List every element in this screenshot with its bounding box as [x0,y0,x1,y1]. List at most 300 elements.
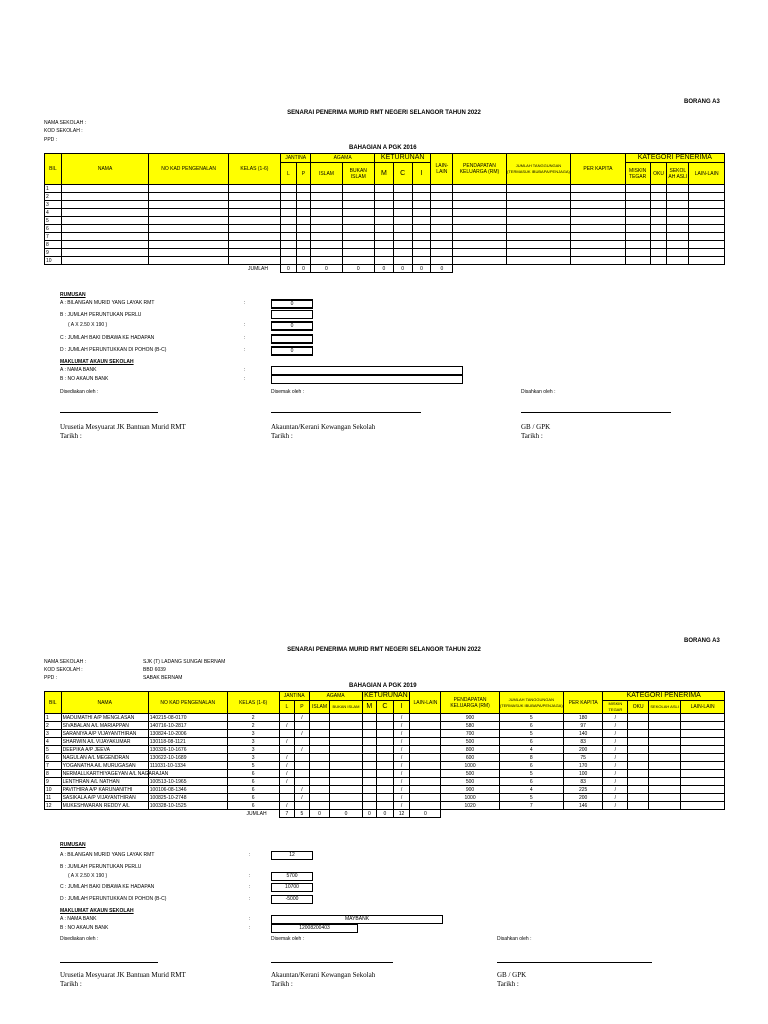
col-nama: NAMA [61,154,149,185]
cell-oku [628,714,649,722]
total-i: 12 [393,810,410,818]
cell-pendapatan [453,185,506,193]
disediakan-label: Disediakan oleh : [60,936,99,942]
col-jantina: JANTINA [279,692,309,701]
cell-nokp: 100513-10-1965 [148,778,227,786]
cell-perkapita: 100 [563,770,602,778]
akaun-title: MAKLUMAT AKAUN SEKOLAH [60,359,134,365]
cell-p: / [295,786,310,794]
cell-pendapatan [453,241,506,249]
cell-bukan-islam [342,185,374,193]
cell-m [362,746,377,754]
cell-nama [61,225,149,233]
col-i: I [412,163,431,185]
col-sekolah-asli: SEKOLAH ASLI [649,701,681,714]
cell-i [412,201,431,209]
cell-nama: NAGULAN A/L MEGENDRAN [61,754,148,762]
disemak-label: Disemak oleh : [271,389,305,395]
cell-l: / [279,722,295,730]
cell-bil: 6 [45,225,62,233]
cell-oku [628,778,649,786]
cell-pendapatan [453,217,506,225]
cell-kelas: 2 [227,722,279,730]
col-bil: BIL [45,154,62,185]
cell-c [393,233,412,241]
table-row [45,185,725,193]
cell-c [377,794,394,802]
cell-perkapita [571,249,625,257]
cell-c [393,241,412,249]
cell-oku [628,754,649,762]
cell-tanggungan: 7 [499,802,563,810]
total-bukan: 0 [342,265,374,273]
cell-bil: 12 [45,802,62,810]
cell-i: / [393,762,410,770]
cell-perkapita: 75 [563,754,602,762]
cell-perkapita: 97 [563,722,602,730]
cell-asli [649,754,681,762]
cell-kat-lain [681,746,725,754]
cell-nokp: 100825-10-2748 [148,794,227,802]
cell-nokp [149,225,228,233]
col-p: P [296,163,311,185]
col-keturunan: KETURUNAN [362,692,410,701]
cell-nama: SHARWIN A/L VIJAYAKUMAR [61,738,148,746]
col-kelas: KELAS (1-6) [227,692,279,714]
cell-oku [628,738,649,746]
cell-bukan-islam [330,778,362,786]
cell-kelas [228,249,280,257]
cell-miskin: / [603,778,628,786]
cell-nokp [149,185,228,193]
cell-nama: DEEPIKA A/P JEEVA [61,746,148,754]
disahkan-label: Disahkan oleh : [497,936,532,942]
cell-miskin: / [603,802,628,810]
col-jantina: JANTINA [281,154,311,163]
cell-l [279,794,295,802]
total-lain: 0 [410,810,441,818]
cell-islam [311,217,342,225]
cell-l [281,225,297,233]
cell-p [296,225,311,233]
cell-pendapatan: 580 [441,722,499,730]
cell-kat-lain [689,225,725,233]
cell-l: / [279,802,295,810]
cell-kelas: 3 [227,746,279,754]
cell-lain [410,786,441,794]
signatory-3: GB / GPK [521,423,551,431]
rumusan-a: A : BILANGAN MURID YANG LAYAK RMT [60,852,155,858]
cell-p: / [295,730,310,738]
rumusan-d: D : JUMLAH PERUNTUKKAN DI POHON (B-C) [60,347,167,353]
cell-kat-lain [689,209,725,217]
cell-nokp [149,249,228,257]
col-c: C [393,163,412,185]
total-spacer [453,265,725,273]
nama-sekolah-label: NAMA SEKOLAH : [44,120,86,126]
cell-nokp: 130326-10-1676 [148,746,227,754]
cell-kelas: 6 [227,770,279,778]
cell-p [296,249,311,257]
cell-nama [61,201,149,209]
cell-islam [309,730,330,738]
cell-kelas: 3 [227,754,279,762]
cell-asli [649,730,681,738]
cell-i [412,185,431,193]
colon: : [244,322,246,328]
cell-nokp [149,217,228,225]
signatory-2: Akauntan/Kerani Kewangan Sekolah [271,971,376,979]
cell-l [279,746,295,754]
cell-tanggungan [506,209,571,217]
cell-tanggungan [506,225,571,233]
colon: : [244,367,246,373]
cell-bukan-islam [330,770,362,778]
cell-l [281,201,297,209]
col-l: L [279,701,295,714]
col-islam: ISLAM [311,163,342,185]
value-a: 12 [271,851,313,860]
cell-pendapatan [453,257,506,265]
cell-perkapita [571,185,625,193]
cell-lain [410,762,441,770]
col-agama: AGAMA [309,692,362,701]
value-blank [271,310,313,319]
signature-line [271,412,421,413]
cell-kelas [228,185,280,193]
cell-c [393,209,412,217]
kod-sekolah-value: BBD 6039 [143,667,166,673]
bank-no-field: 12008200403 [271,924,358,933]
table-row [45,738,725,746]
col-tanggungan: JUMLAH TANGGUNGAN (TERMASUK IBUBAPA/PENJAGA) [499,692,563,714]
cell-perkapita: 146 [563,802,602,810]
col-c: C [377,701,394,714]
signature-line [60,412,158,413]
cell-i: / [393,754,410,762]
cell-p [295,762,310,770]
cell-pendapatan: 800 [441,746,499,754]
value-b: 0 [271,321,313,331]
cell-miskin [625,193,650,201]
cell-pendapatan: 900 [441,786,499,794]
cell-perkapita [571,241,625,249]
ppd-value: SABAK BERNAM [143,675,183,681]
cell-perkapita: 225 [563,786,602,794]
table-row [45,193,725,201]
cell-nama [61,233,149,241]
cell-kelas [228,241,280,249]
cell-p [295,778,310,786]
cell-tanggungan: 6 [499,722,563,730]
cell-islam [309,778,330,786]
cell-asli [649,802,681,810]
col-kategori: KATEGORI PENERIMA [603,692,725,701]
cell-asli [649,794,681,802]
cell-asli [649,714,681,722]
table-row [45,201,725,209]
cell-l: / [279,770,295,778]
cell-i: / [393,794,410,802]
cell-m [374,257,393,265]
cell-c [377,802,394,810]
cell-bil: 4 [45,738,62,746]
col-tanggungan: JUMLAH TANGGUNGAN (TERMASUK IBUBAPA/PENJAGA) [506,154,571,185]
cell-m [374,241,393,249]
cell-kelas: 5 [227,762,279,770]
cell-islam [311,249,342,257]
cell-bil: 10 [45,786,62,794]
cell-perkapita: 83 [563,778,602,786]
cell-l [281,185,297,193]
cell-kat-lain [681,770,725,778]
cell-kat-lain [689,233,725,241]
table-row [45,722,725,730]
cell-oku [628,730,649,738]
cell-lain [410,738,441,746]
cell-bil: 5 [45,217,62,225]
cell-bukan-islam [342,257,374,265]
cell-m [374,217,393,225]
total-p: 5 [295,810,310,818]
cell-l [281,209,297,217]
cell-i: / [393,730,410,738]
signature-line [271,962,393,963]
borang-code: BORANG A3 [684,99,720,105]
cell-l: / [279,754,295,762]
cell-bil: 8 [45,241,62,249]
cell-bukan-islam [342,209,374,217]
cell-kelas [228,217,280,225]
colon: : [244,335,246,341]
cell-islam [309,738,330,746]
cell-nama: MUKESHWARAN REDDY A/L [61,802,148,810]
cell-lain [410,778,441,786]
cell-i: / [393,770,410,778]
cell-nama: SASIKALA A/P VIJAYANTHIRAN [61,794,148,802]
cell-pendapatan: 900 [441,714,499,722]
cell-i: / [393,802,410,810]
colon: : [249,896,251,902]
cell-pendapatan: 500 [441,738,499,746]
cell-miskin [625,249,650,257]
cell-oku [650,225,667,233]
table-row [45,770,725,778]
cell-asli [649,738,681,746]
cell-pendapatan [453,201,506,209]
cell-i [412,233,431,241]
total-p: 0 [296,265,311,273]
cell-nama: PAVITHIRA A/P KARUNANITHI [61,786,148,794]
cell-l [281,217,297,225]
cell-c [377,786,394,794]
cell-islam [309,722,330,730]
total-c: 0 [377,810,394,818]
disahkan-label: Disahkan oleh : [521,389,556,395]
form-title: SENARAI PENERIMA MURID RMT NEGERI SELANGOR TAHUN 2022 [287,110,481,116]
cell-lain [410,730,441,738]
cell-bil: 11 [45,794,62,802]
signature-line [521,412,671,413]
total-row [45,265,725,273]
cell-perkapita [571,193,625,201]
cell-miskin [625,185,650,193]
akaun-no-label: B : NO AKAUN BANK [60,925,109,931]
cell-kelas [228,225,280,233]
rumusan-d: D : JUMLAH PERUNTUKKAN DI POHON (B-C) [60,896,167,902]
cell-bukan-islam [342,217,374,225]
cell-i: / [393,778,410,786]
akaun-bank-label: A : NAMA BANK [60,916,97,922]
cell-p [295,738,310,746]
table-row [45,241,725,249]
cell-l [281,233,297,241]
cell-perkapita: 200 [563,794,602,802]
cell-lain [431,209,453,217]
cell-bil: 9 [45,249,62,257]
cell-lain [431,241,453,249]
cell-bukan-islam [342,249,374,257]
cell-c [377,746,394,754]
cell-nokp [149,201,228,209]
cell-tanggungan [506,193,571,201]
colon: : [249,873,251,879]
cell-bil: 1 [45,714,62,722]
cell-perkapita: 83 [563,738,602,746]
cell-kelas: 2 [227,714,279,722]
table-row [45,233,725,241]
cell-kelas: 6 [227,802,279,810]
cell-nokp [149,209,228,217]
cell-bil: 7 [45,762,62,770]
cell-nama: SARANIYA A/P VIJAYANTHIRAN [61,730,148,738]
value-b: 5700 [271,872,313,881]
cell-nokp [149,193,228,201]
cell-bukan-islam [330,762,362,770]
cell-islam [309,762,330,770]
cell-tanggungan [506,201,571,209]
cell-p [296,209,311,217]
col-nokp: NO KAD PENGENALAN [148,692,227,714]
cell-kelas: 3 [227,730,279,738]
cell-islam [311,209,342,217]
cell-tanggungan [506,217,571,225]
rumusan-b: B : JUMLAH PERUNTUKAN PERLU [60,864,142,870]
cell-perkapita [571,217,625,225]
cell-c [393,225,412,233]
cell-kat-lain [689,241,725,249]
col-bukan-islam: BUKAN ISLAM [342,163,374,185]
cell-asli [667,201,689,209]
cell-i [412,225,431,233]
kod-sekolah-label: KOD SEKOLAH : [44,128,83,134]
signatory-1: Urusetia Mesyuarat JK Bantuan Murid RMT [60,971,186,979]
cell-c [377,714,394,722]
cell-m [374,225,393,233]
table-row [45,786,725,794]
col-oku: OKU [628,701,649,714]
cell-nama: NERMALLKARTHIYAGEYAN A/L NAGARAJAN [62,770,169,777]
cell-tanggungan: 6 [499,778,563,786]
cell-bil: 6 [45,754,62,762]
cell-nama [61,193,149,201]
ppd-label: PPD : [44,675,58,681]
cell-tanggungan [506,249,571,257]
cell-kelas [228,257,280,265]
value-d: -5000 [271,895,313,904]
cell-nama: LENTHRAN A/L NATHAN [61,778,148,786]
cell-miskin: / [603,770,628,778]
recipient-table [44,153,725,273]
cell-nokp: 130118-08-1121 [148,738,227,746]
rumusan-c: C : JUMLAH BAKI DIBAWA KE HADAPAN [60,884,155,890]
cell-bil: 5 [45,746,62,754]
col-i: I [393,701,410,714]
cell-kat-lain [681,794,725,802]
cell-miskin [625,257,650,265]
cell-p [296,185,311,193]
col-bukan-islam: BUKAN ISLAM [330,701,362,714]
cell-l [279,730,295,738]
cell-bukan-islam [330,786,362,794]
cell-nama [61,217,149,225]
cell-islam [309,714,330,722]
recipient-table [44,691,725,818]
total-bukan: 0 [330,810,362,818]
col-lainlain: LAIN-LAIN [431,154,453,185]
total-row [45,810,725,818]
cell-miskin: / [603,794,628,802]
bank-no-field [271,375,463,384]
cell-m [362,722,377,730]
cell-bukan-islam [330,746,362,754]
cell-pendapatan: 1000 [441,762,499,770]
cell-nama [61,257,149,265]
cell-l [281,257,297,265]
cell-oku [650,249,667,257]
cell-bil: 7 [45,233,62,241]
cell-c [377,770,394,778]
cell-oku [628,802,649,810]
cell-bukan-islam [330,738,362,746]
cell-islam [309,786,330,794]
cell-asli [649,746,681,754]
cell-c [377,730,394,738]
cell-bukan-islam [342,201,374,209]
cell-p [296,201,311,209]
ppd-label: PPD : [44,137,58,143]
cell-i: / [393,722,410,730]
cell-perkapita [571,257,625,265]
cell-p [295,722,310,730]
table-row [45,714,725,722]
cell-bukan-islam [330,802,362,810]
cell-bukan-islam [342,225,374,233]
cell-nokp: 140215-08-0170 [148,714,227,722]
signature-line [60,962,158,963]
cell-oku [628,770,649,778]
col-kat-lain: LAIN-LAIN [681,701,725,714]
total-spacer [441,810,725,818]
cell-miskin [625,225,650,233]
cell-p: / [295,746,310,754]
cell-c [377,722,394,730]
table-row [45,754,725,762]
cell-oku [650,257,667,265]
tarikh-label: Tarikh : [60,980,82,988]
col-oku: OKU [650,163,667,185]
value-c [271,334,313,344]
